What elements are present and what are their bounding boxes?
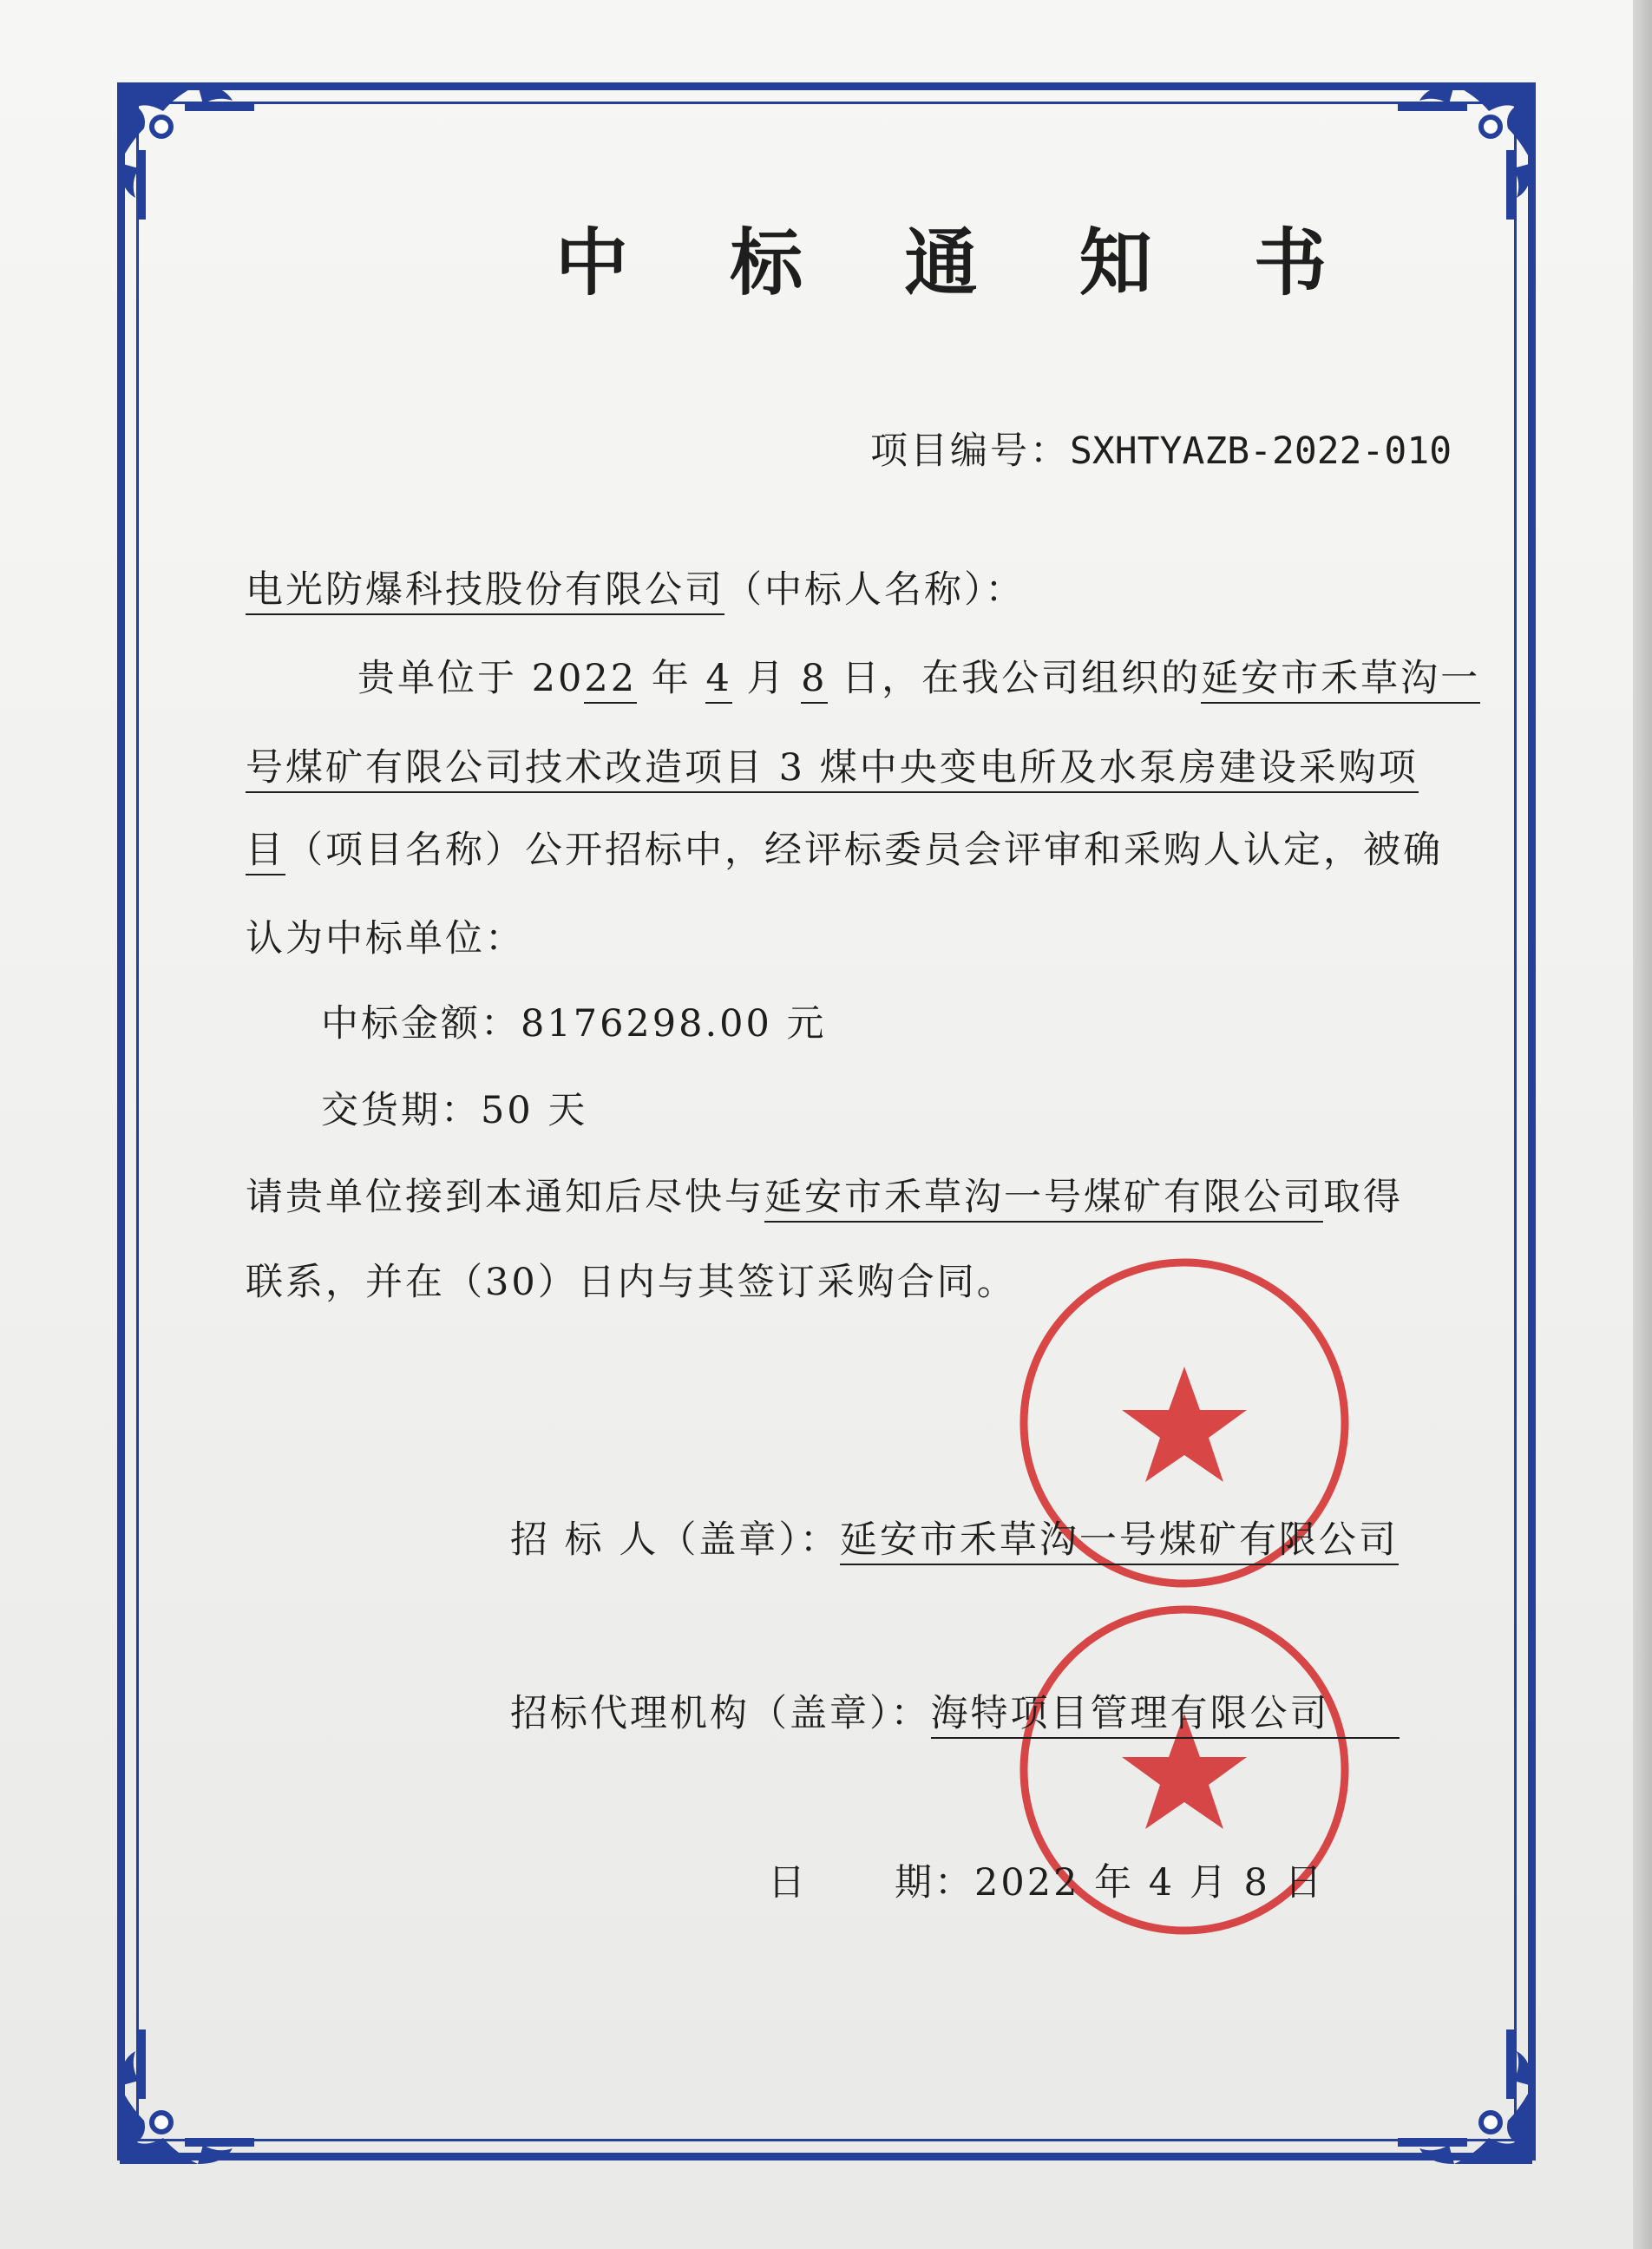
project-number-value: SXHTYAZB-2022-010	[1070, 429, 1452, 473]
agency-line	[510, 1688, 1400, 1740]
corner-ornament-bottom-right	[1376, 2008, 1550, 2181]
corner-ornament-bottom-left	[102, 2008, 276, 2181]
body-line-2	[246, 742, 1419, 794]
body-line-3	[246, 824, 1443, 876]
recipient-suffix: （中标人名称）：	[724, 568, 1026, 612]
body-text: 年	[637, 657, 706, 700]
delivery-period: 交货期：50 天	[321, 1089, 588, 1132]
tenderer-label: 招 标 人（盖章）：	[510, 1518, 840, 1562]
day-value: 8	[801, 657, 827, 704]
year-value: 22	[584, 657, 637, 704]
month-value: 4	[705, 657, 731, 704]
body-text: 月	[731, 657, 802, 700]
recipient-name: 电光防爆科技股份有限公司	[246, 568, 724, 615]
date-line	[768, 1857, 1325, 1909]
contact-line-1	[246, 1171, 1403, 1223]
body-text: 取得	[1323, 1176, 1403, 1219]
contact-line-2: 联系，并在（30）日内与其签订采购合同。	[246, 1261, 1017, 1304]
project-name-part: 目	[246, 829, 285, 875]
project-name-part: 延安市禾草沟一	[1201, 657, 1480, 704]
body-line-4: 认为中标单位：	[246, 917, 525, 961]
corner-ornament-top-left	[102, 68, 276, 241]
body-line-1	[357, 652, 1480, 705]
project-number	[870, 425, 1452, 477]
project-number-label: 项目编号：	[870, 429, 1070, 473]
tenderer-name: 延安市禾草沟一号煤矿有限公司	[840, 1518, 1399, 1565]
tenderer-line	[510, 1514, 1399, 1566]
body-text: 日，在我公司组织的	[827, 657, 1202, 700]
page-edge	[1633, 0, 1652, 2249]
body-text: （项目名称）公开招标中，经评标委员会评审和采购人认定，被确	[285, 829, 1443, 872]
body-text: 请贵单位接到本通知后尽快与	[246, 1176, 764, 1219]
agency-name: 海特项目管理有限公司	[931, 1692, 1400, 1739]
contact-company: 延安市禾草沟一号煤矿有限公司	[764, 1176, 1323, 1223]
body-text: 贵单位于 20	[357, 657, 585, 700]
document-title: 中 标 通 知 书	[555, 220, 1365, 305]
recipient-line	[246, 564, 1026, 616]
date-label: 日 期：	[768, 1861, 975, 1905]
award-amount: 中标金额：8176298.00 元	[321, 1002, 827, 1046]
corner-ornament-top-right	[1376, 68, 1550, 241]
date-value: 2022 年 4 月 8 日	[974, 1861, 1325, 1905]
agency-label: 招标代理机构（盖章）：	[510, 1692, 931, 1735]
project-name-part: 号煤矿有限公司技术改造项目 3 煤中央变电所及水泵房建设采购项	[246, 746, 1419, 793]
